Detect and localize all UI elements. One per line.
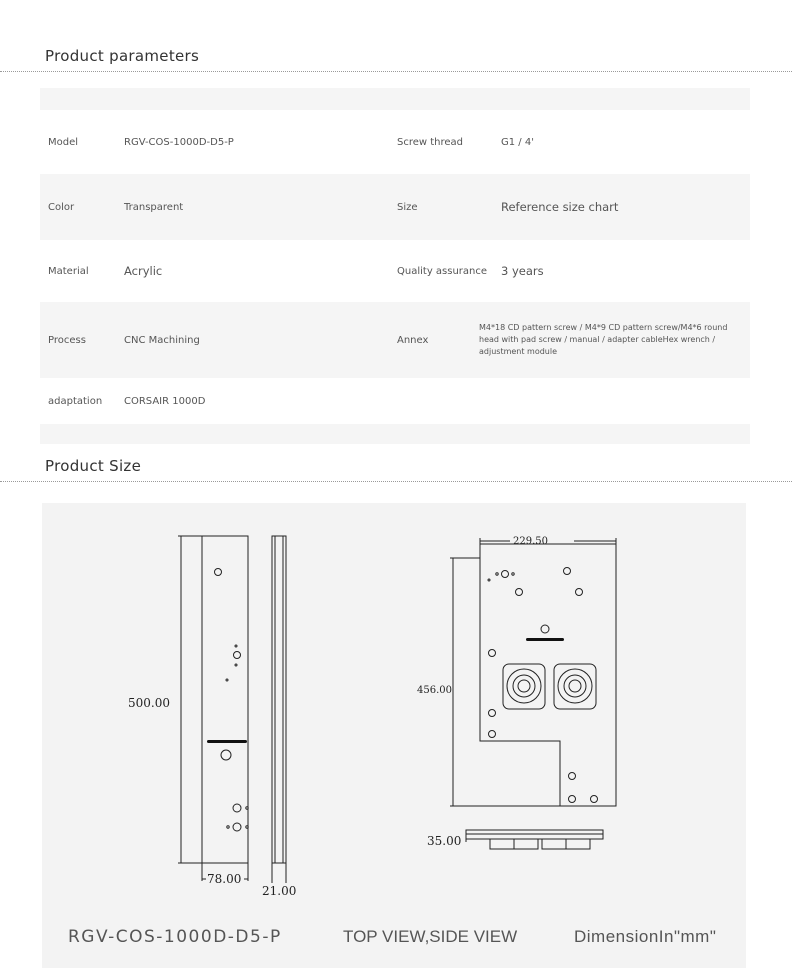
caption-unit: DimensionIn"mm" — [574, 927, 717, 946]
mount-hole — [516, 589, 523, 596]
mount-hole — [233, 823, 241, 831]
size-label: Size — [397, 201, 418, 213]
port-hole — [541, 625, 549, 633]
pump-housing-right — [554, 664, 596, 709]
process-label: Process — [48, 334, 86, 346]
table-row — [40, 110, 750, 174]
screw-thread-value: G1 / 4' — [501, 136, 534, 148]
outlet-slot — [207, 740, 247, 743]
section-divider — [0, 71, 792, 72]
material-label: Material — [48, 265, 89, 277]
table-row — [40, 302, 750, 378]
dimension-height-left: 500.00 — [128, 696, 170, 710]
technical-drawing — [42, 503, 746, 968]
size-value: Reference size chart — [501, 200, 619, 214]
mount-hole — [489, 650, 496, 657]
mount-hole — [502, 571, 509, 578]
mount-hole — [235, 664, 237, 666]
mount-hole — [215, 569, 222, 576]
mount-hole — [569, 796, 576, 803]
mount-hole — [226, 679, 228, 681]
caption-model: RGV-COS-1000D-D5-P — [68, 927, 282, 947]
adaptation-value: CORSAIR 1000D — [124, 395, 206, 407]
port-hole — [221, 750, 231, 760]
dimension-top-width: 229.50 — [513, 536, 548, 547]
outlet-slot — [526, 638, 564, 641]
mount-hole — [233, 804, 241, 812]
mount-hole — [246, 807, 248, 809]
color-value: Transparent — [124, 201, 184, 213]
mount-hole — [489, 731, 496, 738]
mount-hole — [591, 796, 598, 803]
quality-assurance-value: 3 years — [501, 264, 544, 278]
model-label: Model — [48, 136, 79, 148]
mount-hole — [564, 568, 571, 575]
mount-hole — [235, 645, 237, 647]
dimension-height-right: 456.00 — [417, 685, 452, 696]
product-size-drawing-panel — [42, 503, 746, 968]
color-label: Color — [48, 201, 75, 213]
annex-label: Annex — [397, 334, 429, 346]
model-value: RGV-COS-1000D-D5-P — [124, 136, 234, 148]
product-size-title: Product Size — [45, 457, 142, 475]
material-value: Acrylic — [124, 264, 163, 278]
pump-housing-left — [503, 664, 545, 709]
table-row — [40, 174, 750, 240]
front-panel-outline — [202, 536, 248, 863]
screw-thread-label: Screw thread — [397, 136, 464, 148]
mount-hole — [246, 826, 248, 828]
product-parameters-title: Product parameters — [45, 47, 200, 65]
dimension-width-bottom: 78.00 — [207, 872, 242, 886]
section-divider — [0, 481, 792, 482]
table-row — [40, 240, 750, 302]
annex-value: M4*18 CD pattern screw / M4*9 CD pattern screw/M4*6 round head with pad screw / manual / adapter cableHex wrench / adjustment module — [479, 323, 728, 356]
adaptation-label: adaptation — [48, 395, 103, 407]
process-value: CNC Machining — [124, 334, 200, 346]
table-row — [40, 378, 750, 424]
mount-hole — [489, 710, 496, 717]
caption-view: TOP VIEW,SIDE VIEW — [343, 927, 518, 946]
parameters-table — [40, 88, 750, 444]
quality-assurance-label: Quality assurance — [397, 265, 488, 277]
dimension-side: 21.00 — [262, 884, 297, 898]
mount-hole — [569, 773, 576, 780]
side-panel-outline — [272, 536, 286, 863]
mount-hole — [576, 589, 583, 596]
dimension-depth: 35.00 — [427, 834, 462, 848]
mount-hole — [234, 652, 241, 659]
mount-hole — [227, 826, 229, 828]
